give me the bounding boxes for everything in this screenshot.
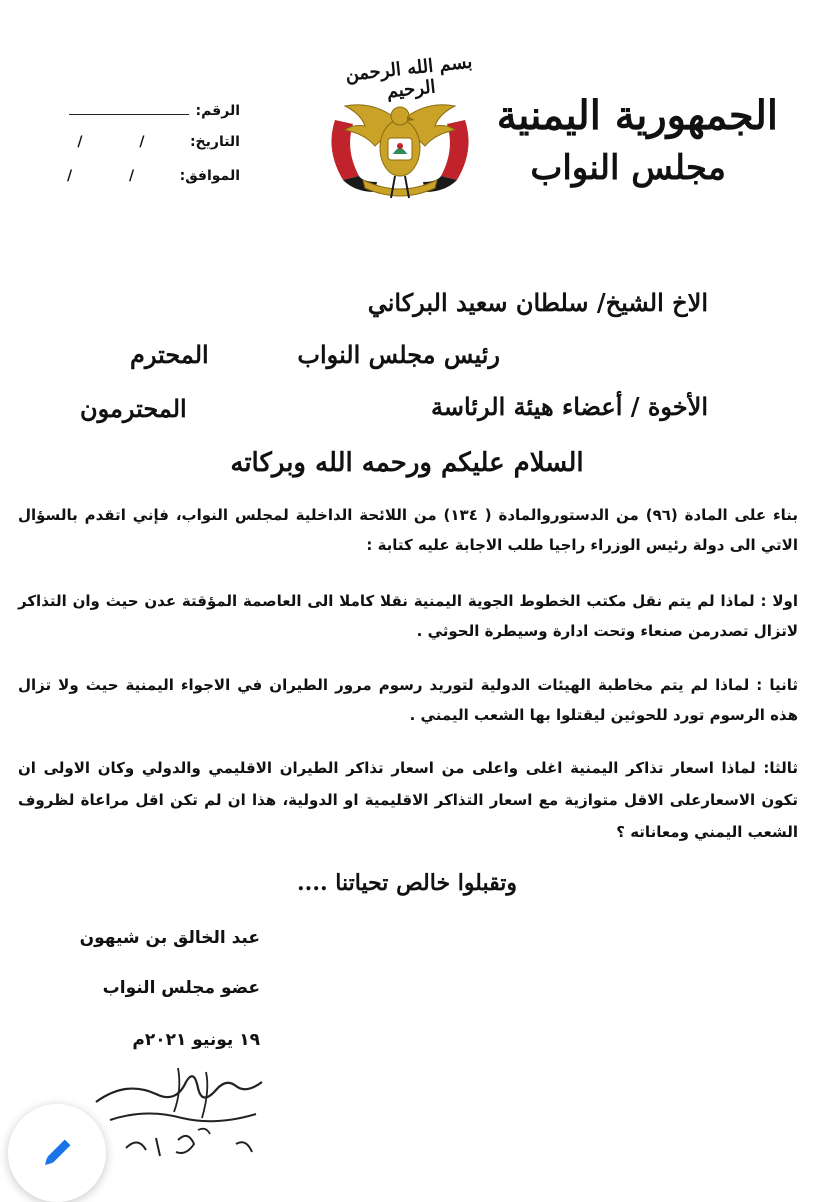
paragraph-intro: بناء على المادة (٩٦) من الدستوروالمادة ( ١٣٤) من اللائحة الداخلية لمجلس النواب، فإني اتقدم بالسؤال الاتي الى دولة رئيس الوزراء راجيا طلب الاجابة عليه كتابة : — [18, 506, 799, 554]
corresponding-date-row — [40, 168, 240, 184]
date-label: التاريخ: — [189, 134, 240, 150]
honorific-singular: المحترم — [130, 340, 209, 369]
letterhead-country: الجمهورية اليمنية — [496, 92, 778, 139]
ref-number-line — [69, 100, 189, 115]
date-row — [40, 134, 240, 150]
signer-title: عضو مجلس النواب — [102, 978, 260, 998]
closing-line: وتقبلوا خالص تحياتنا .... — [297, 870, 517, 896]
letterhead-institution: مجلس النواب — [530, 148, 726, 188]
ref-number-label: الرقم: — [195, 103, 240, 119]
date-value: / / — [77, 134, 171, 150]
paragraph-third: ثالثا: لماذا اسعار تذاكر اليمنية اغلى واعلى من اسعار تذاكر الطيران الاقليمي والدولي وكان الاولى ان تكون الاسعارعلى الاقل متوازية مع اسعار التذاكر الاقليمية او الدولية، هذا ان لم تكن اقل مراعاة لظروف الشعب اليمني ومعاناته ؟ — [18, 759, 798, 841]
honorific-plural: المحترمون — [80, 394, 187, 423]
corresponding-date-value: / / — [67, 168, 161, 184]
corresponding-date-label: الموافق: — [179, 168, 240, 184]
signer-date: ١٩ يونيو ٢٠٢١م — [132, 1030, 260, 1050]
recipient-line: الاخ الشيخ/ سلطان سعيد البركاني — [367, 288, 708, 317]
greeting: السلام عليكم ورحمه الله وبركاته — [230, 448, 584, 478]
edit-fab-button[interactable] — [8, 1104, 106, 1202]
paragraph-first: اولا : لماذا لم يتم نقل مكتب الخطوط الجوية اليمنية نقلا كاملا الى العاصمة المؤقتة عدن حيث وان التذاكر لاتزال تصدرمن صنعاء وتحت ادارة وسيطرة الحوثي . — [18, 592, 798, 640]
handwritten-signature-icon — [86, 1060, 286, 1170]
basmala: بسم الله الرحمن الرحيم — [344, 51, 474, 103]
ref-number-row — [40, 100, 240, 119]
yemen-eagle-emblem-icon — [315, 80, 485, 210]
paragraph-second: ثانيا : لماذا لم يتم مخاطبة الهيئات الدولية لتوريد رسوم مرور الطيران في الاجواء اليمنية حيث ولا تزال هذه الرسوم تورد للحوثين ليقتلوا بها الشعب اليمني . — [18, 676, 798, 724]
recipient-members: الأخوة / أعضاء هيئة الرئاسة — [431, 392, 708, 421]
signer-name: عبد الخالق بن شيهون — [79, 928, 260, 948]
recipient-title: رئيس مجلس النواب — [297, 340, 500, 369]
pencil-edit-icon — [37, 1133, 77, 1173]
